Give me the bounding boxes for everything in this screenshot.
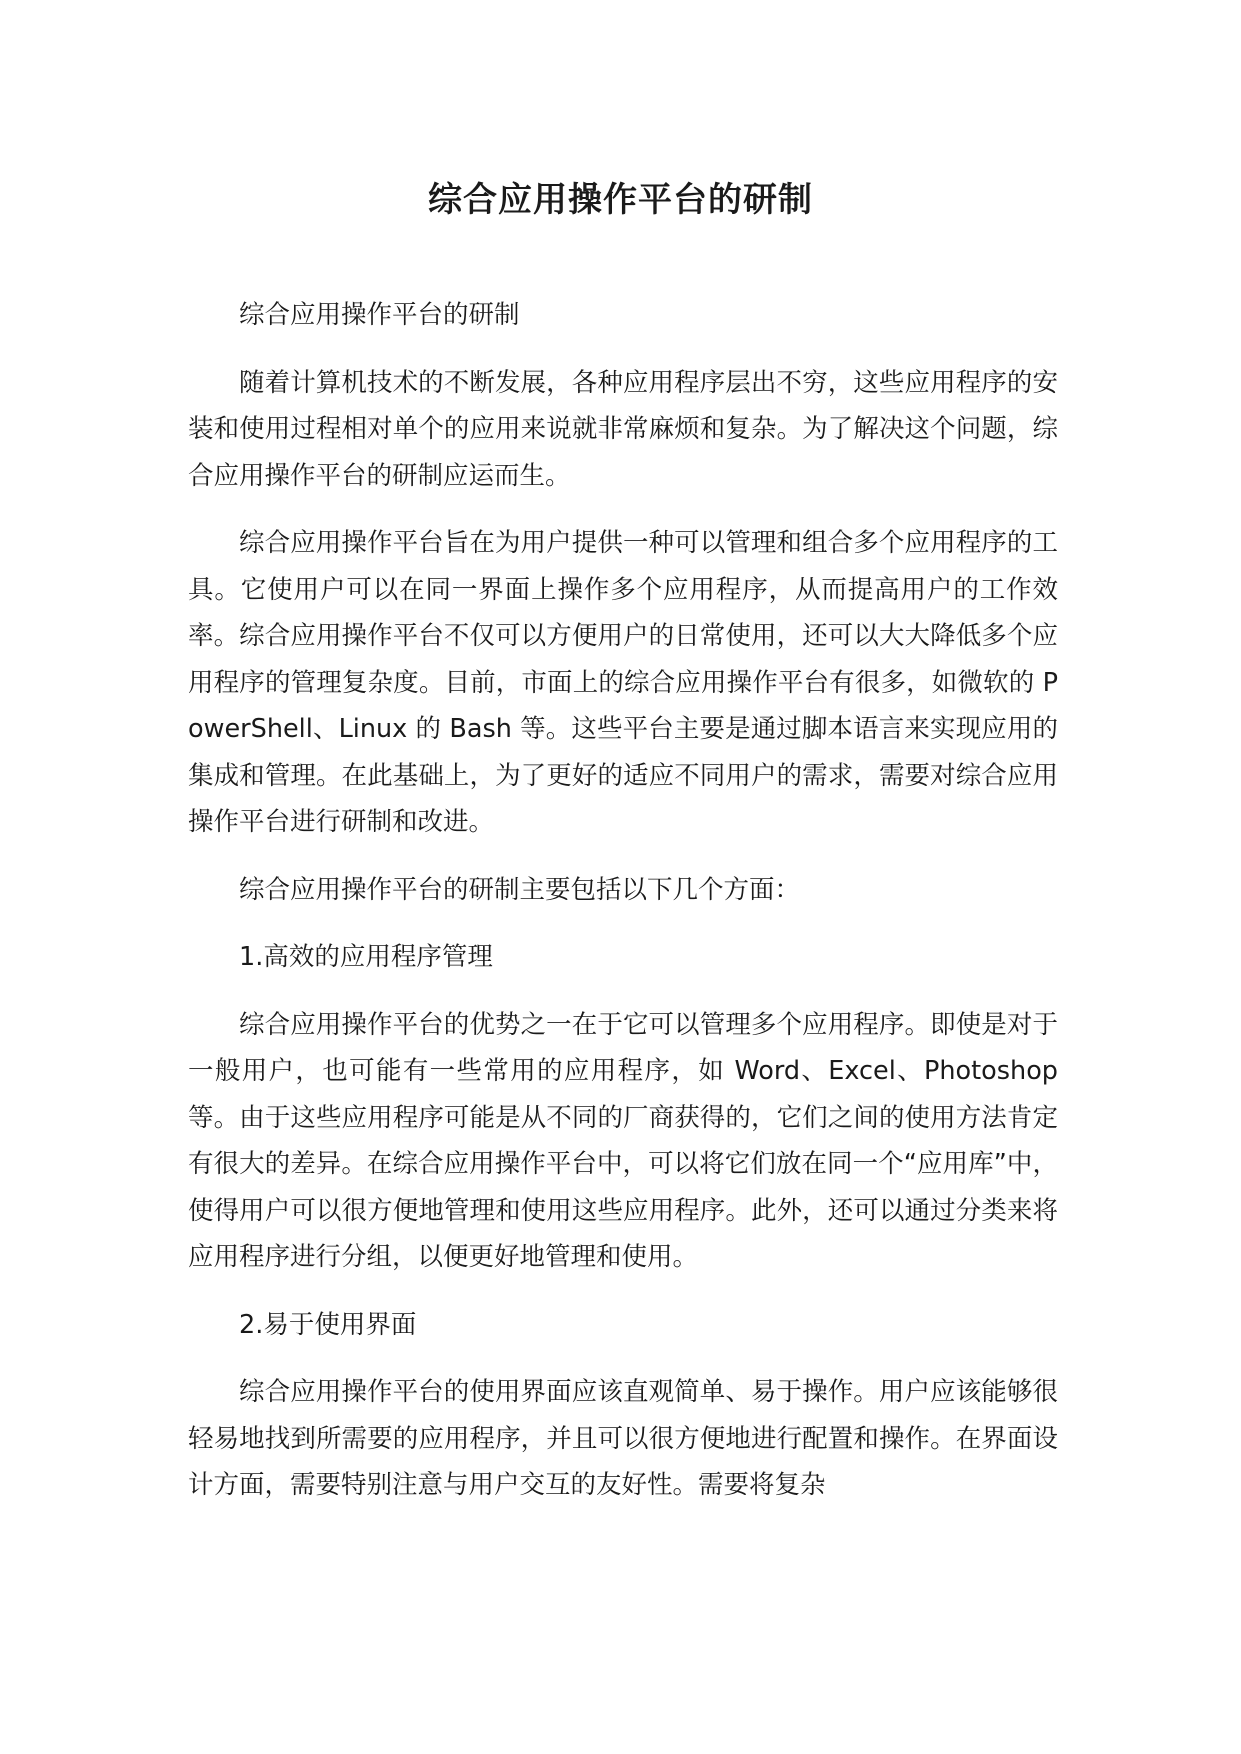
- paragraph-aspects-intro: 综合应用操作平台的研制主要包括以下几个方面：: [239, 874, 801, 905]
- paragraph-overview: 综合应用操作平台旨在为用户提供一种可以管理和组合多个应用程序的工具。它使用户可以在同一界面上操作多个应用程序，从而提高用户的工作效率。综合应用操作平台不仅可以方便用户的日常使用，还可以大大降低多个应用程序的管理复杂度。目前，市面上的综合应用操作平台有很多，如微软的 PowerShell、Linux 的 Bash 等。这些平台主要是通过脚本语言来实现应用的集成和管理。在此基础上，为了更好的适应不同用户的需求，需要对综合应用操作平台进行研制和改进。: [188, 528, 1058, 837]
- section-heading-app-management: 1.高效的应用程序管理: [239, 942, 493, 972]
- paragraph-interface: 综合应用操作平台的使用界面应该直观简单、易于操作。用户应该能够很轻易地找到所需要的应用程序，并且可以很方便地进行配置和操作。在界面设计方面，需要特别注意与用户交互的友好性。需要将复杂: [188, 1377, 1058, 1500]
- paragraph-subtitle: 综合应用操作平台的研制: [239, 300, 520, 330]
- paragraph-app-management: 综合应用操作平台的优势之一在于它可以管理多个应用程序。即使是对于一般用户，也可能有一些常用的应用程序，如 Word、Excel、Photoshop 等。由于这些应用程序可能是从不同的厂商获得的，它们之间的使用方法肯定有很大的差异。在综合应用操作平台中，可以将它们放在同一个“应用库”中，使得用户可以很方便地管理和使用这些应用程序。此外，还可以通过分类来将应用程序进行分组，以便更好地管理和使用。: [188, 1009, 1058, 1272]
- document-title: 综合应用操作平台的研制: [428, 180, 813, 220]
- section-heading-interface: 2.易于使用界面: [239, 1309, 417, 1340]
- paragraph-intro: 随着计算机技术的不断发展，各种应用程序层出不穷，这些应用程序的安装和使用过程相对单个的应用来说就非常麻烦和复杂。为了解决这个问题，综合应用操作平台的研制应运而生。: [188, 367, 1058, 491]
- document-body: [188, 292, 1058, 1530]
